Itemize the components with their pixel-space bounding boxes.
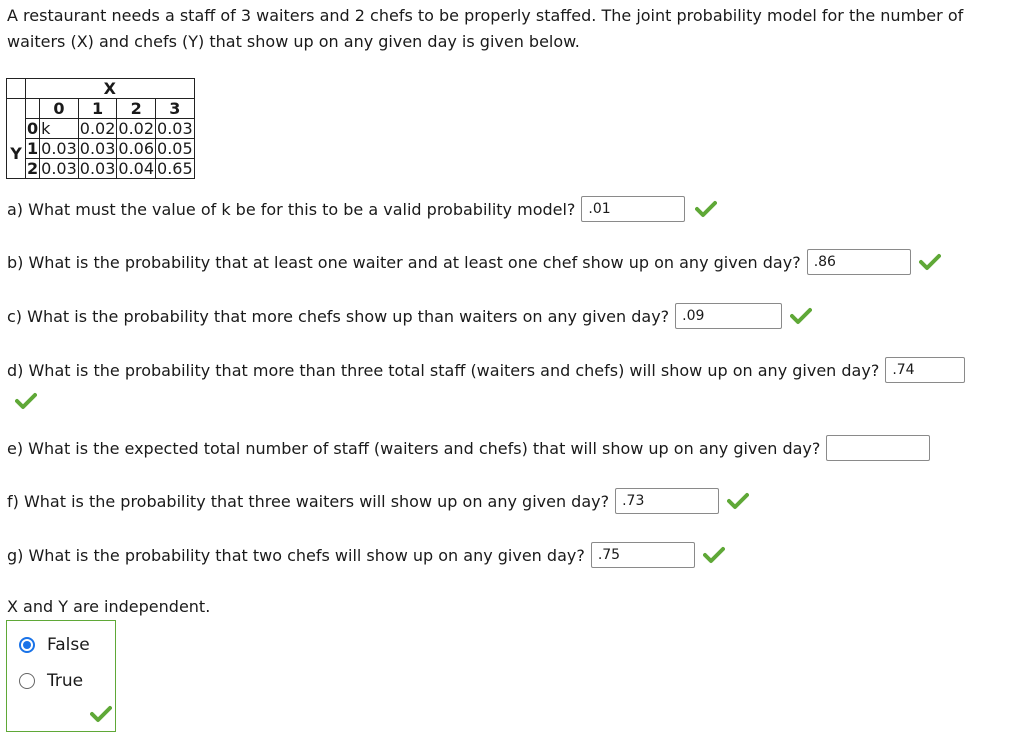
check-icon — [703, 546, 725, 564]
question-f — [7, 488, 749, 514]
question-a-text: a) What must the value of k be for this to be a valid probability model? — [7, 199, 576, 219]
check-icon — [90, 705, 112, 723]
option-false-label: False — [47, 635, 90, 655]
answer-g-input[interactable]: .75 — [591, 542, 695, 568]
question-a — [7, 196, 717, 222]
table-blank-cell — [26, 99, 40, 119]
x-value-1: 1 — [78, 99, 117, 119]
question-g-text: g) What is the probability that two chefs will show up on any given day? — [7, 545, 585, 565]
question-d-text: d) What is the probability that more than three total staff (waiters and chefs) will show up on any given day? — [7, 360, 880, 380]
table-cell: 0.03 — [79, 159, 116, 178]
table-cell: 0.03 — [41, 159, 77, 178]
table-corner — [7, 79, 26, 99]
table-cell: 0.02 — [118, 119, 155, 138]
option-true[interactable] — [19, 671, 83, 691]
radio-selected-icon[interactable] — [19, 637, 35, 653]
table-cell: 0.05 — [157, 139, 193, 158]
question-b-text: b) What is the probability that at least one waiter and at least one chef show up on any given day? — [7, 252, 801, 272]
check-icon — [727, 492, 749, 510]
check-icon — [695, 200, 717, 218]
independence-question: X and Y are independent. — [7, 597, 211, 616]
question-e — [7, 435, 930, 461]
table-cell: k — [40, 119, 79, 139]
question-c — [7, 303, 812, 329]
question-f-text: f) What is the probability that three waiters will show up on any given day? — [7, 491, 610, 511]
question-b — [7, 249, 941, 275]
x-axis-label: X — [26, 79, 195, 99]
table-cell: 0.02 — [79, 119, 116, 138]
table-row — [7, 119, 195, 139]
problem-statement — [7, 3, 1024, 55]
question-e-text: e) What is the expected total number of staff (waiters and chefs) that will show up on any given day? — [7, 438, 821, 458]
table-cell: 0.06 — [118, 139, 155, 158]
y-value-2: 2 — [27, 159, 39, 178]
check-icon — [790, 307, 812, 325]
option-true-label: True — [47, 671, 84, 691]
x-value-0: 0 — [40, 99, 79, 119]
y-value-1: 1 — [27, 139, 39, 158]
check-icon — [919, 253, 941, 271]
joint-probability-table — [6, 78, 195, 179]
answer-a-input[interactable]: .01 — [581, 196, 685, 222]
y-value-0: 0 — [27, 119, 39, 138]
question-c-text: c) What is the probability that more chefs show up than waiters on any given day? — [7, 306, 670, 326]
x-value-3: 3 — [156, 99, 195, 119]
question-g — [7, 542, 725, 568]
problem-line-1: A restaurant needs a staff of 3 waiters and 2 chefs to be properly staffed. The joint probability model for the number of — [7, 6, 964, 25]
independence-options — [6, 620, 116, 732]
answer-f-input[interactable]: .73 — [615, 488, 719, 514]
table-row — [7, 139, 195, 159]
problem-line-2: waiters (X) and chefs (Y) that show up on any given day is given below. — [7, 32, 580, 51]
answer-c-input[interactable]: .09 — [675, 303, 782, 329]
y-axis-label: Y — [7, 99, 26, 179]
table-cell: 0.03 — [157, 119, 193, 138]
check-icon — [15, 392, 37, 410]
answer-b-input[interactable]: .86 — [807, 249, 911, 275]
table-cell: 0.03 — [79, 139, 116, 158]
table-cell: 0.04 — [118, 159, 155, 178]
radio-unselected-icon[interactable] — [19, 673, 35, 689]
table-cell: 0.03 — [41, 139, 77, 158]
table-row — [7, 159, 195, 179]
question-d — [7, 357, 965, 383]
x-value-2: 2 — [117, 99, 156, 119]
answer-d-input[interactable]: .74 — [885, 357, 965, 383]
answer-e-input[interactable] — [826, 435, 930, 461]
table-cell: 0.65 — [157, 159, 193, 178]
option-false[interactable] — [19, 635, 90, 655]
